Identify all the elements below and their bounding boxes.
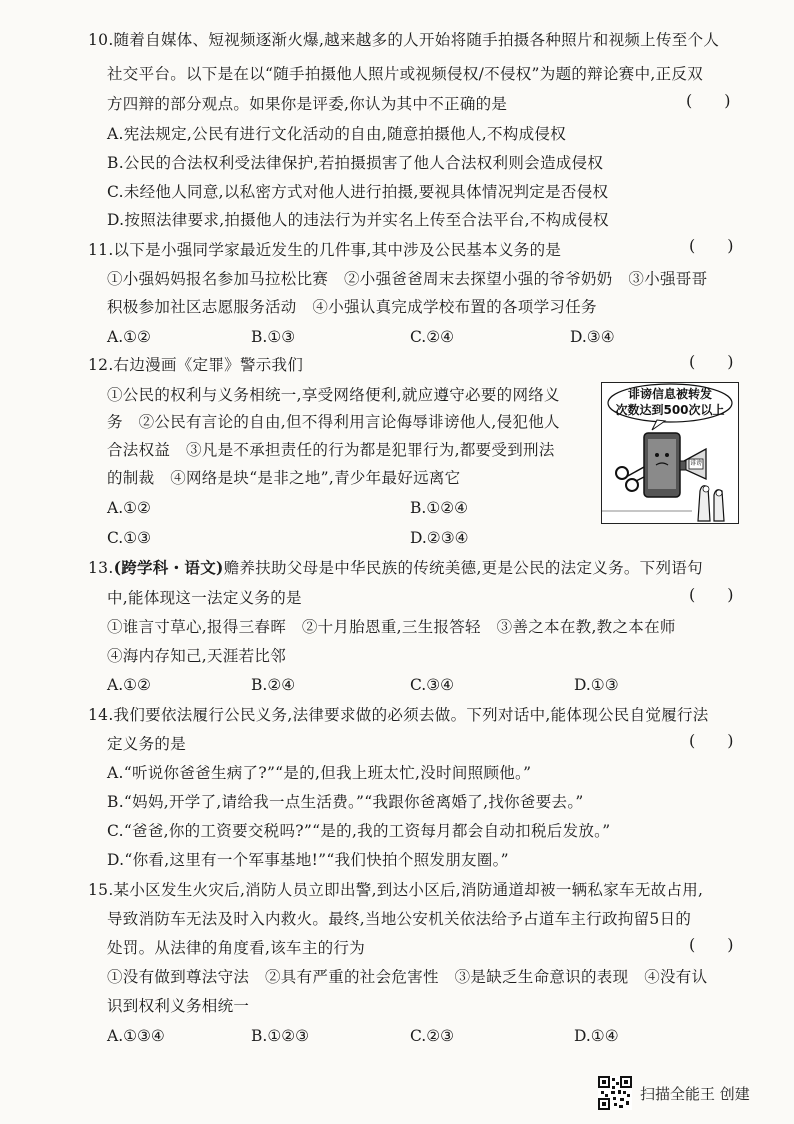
q15-answer-bracket: ( ) xyxy=(689,935,734,954)
q13-subject-tag: (跨学科・语文) xyxy=(113,558,224,577)
q15-option-b: B.①②③ xyxy=(251,1027,310,1045)
q13-option-d: D.①③ xyxy=(574,676,619,694)
q12-line4: 合法权益 ③凡是不承担责任的行为都是犯罪行为,都要受到刑法 xyxy=(107,441,555,459)
q14-option-b: B.“妈妈,开学了,请给我一点生活费。”“我跟你爸离婚了,找你爸要去。” xyxy=(107,793,584,811)
q15-line1: 15.某小区发生火灾后,消防人员立即出警,到达小区后,消防通道却被一辆私家车无故占用, xyxy=(88,881,704,899)
q10-line3: 方四辩的部分观点。如果你是评委,你认为其中不正确的是 xyxy=(107,95,508,113)
q11-option-a: A.①② xyxy=(107,328,151,346)
q12-option-a: A.①② xyxy=(107,499,151,517)
q13-line3: ①谁言寸草心,报得三春晖 ②十月胎恩重,三生报答轻 ③善之本在教,教之本在师 xyxy=(107,618,676,636)
q13-option-c: C.③④ xyxy=(410,676,455,694)
q12-line5: 的制裁 ④网络是块“是非之地”,青少年最好远离它 xyxy=(107,469,461,487)
scanner-watermark: 扫描全能王 创建 xyxy=(640,1085,750,1103)
q12-line3: 务 ②公民有言论的自由,但不得利用言论侮辱诽谤他人,侵犯他人 xyxy=(107,413,560,431)
q10-line1: 10.随着自媒体、短视频逐渐火爆,越来越多的人开始将随手拍摄各种照片和视频上传至个人 xyxy=(88,31,720,49)
q15-line2: 导致消防车无法及时入内救火。最终,当地公安机关依法给予占道车主行政拘留5日的 xyxy=(107,910,692,928)
q13-number: 13. xyxy=(88,559,114,577)
q14-option-d: D.“你看,这里有一个军事基地!”“我们快拍个照发朋友圈。” xyxy=(107,851,509,869)
q13-line1 xyxy=(88,558,703,578)
q13-answer-bracket: ( ) xyxy=(689,585,734,604)
q13-option-a: A.①② xyxy=(107,676,151,694)
q10-option-d: D.按照法律要求,拍摄他人的违法行为并实名上传至合法平台,不构成侵权 xyxy=(107,211,609,229)
q11-line3: 积极参加社区志愿服务活动 ④小强认真完成学校布置的各项学习任务 xyxy=(107,298,597,316)
q15-option-a: A.①③④ xyxy=(107,1027,165,1045)
cartoon-megaphone-label: 诽谤 xyxy=(689,460,702,467)
cartoon-caption-line2: 次数达到500次以上 xyxy=(615,403,725,417)
q10-answer-bracket: ( ) xyxy=(686,91,731,110)
q15-line4: ①没有做到尊法守法 ②具有严重的社会危害性 ③是缺乏生命意识的表现 ④没有认 xyxy=(107,968,708,986)
q14-line2: 定义务的是 xyxy=(107,735,187,753)
q13-option-b: B.②④ xyxy=(251,676,296,694)
q12-line1: 12.右边漫画《定罪》警示我们 xyxy=(88,356,304,374)
q10-option-c: C.未经他人同意,以私密方式对他人进行拍摄,要视具体情况判定是否侵权 xyxy=(107,183,609,201)
q12-option-d: D.②③④ xyxy=(410,529,469,547)
q12-answer-bracket: ( ) xyxy=(689,352,734,371)
q13-line1-text: 赡养扶助父母是中华民族的传统美德,更是公民的法定义务。下列语句 xyxy=(223,559,703,577)
q11-option-d: D.③④ xyxy=(570,328,615,346)
q10-option-a: A.宪法规定,公民有进行文化活动的自由,随意拍摄他人,不构成侵权 xyxy=(107,125,567,143)
q10-line2: 社交平台。以下是在以“随手拍摄他人照片或视频侵权/不侵权”为题的辩论赛中,正反双 xyxy=(107,65,703,83)
q13-line4: ④海内存知己,天涯若比邻 xyxy=(107,647,287,665)
cartoon-caption-line1: 诽谤信息被转发 xyxy=(627,387,712,401)
q11-option-c: C.②④ xyxy=(410,328,455,346)
q14-option-c: C.“爸爸,你的工资要交税吗?”“是的,我的工资每月都会自动扣税后发放。” xyxy=(107,822,611,840)
q11-answer-bracket: ( ) xyxy=(689,236,734,255)
q11-line2: ①小强妈妈报名参加马拉松比赛 ②小强爸爸周末去探望小强的爷爷奶奶 ③小强哥哥 xyxy=(107,270,708,288)
q15-option-c: C.②③ xyxy=(410,1027,455,1045)
q14-line1: 14.我们要依法履行公民义务,法律要求做的必须去做。下列对话中,能体现公民自觉履行法 xyxy=(88,706,709,724)
q15-line5: 识到权利义务相统一 xyxy=(107,997,250,1015)
q12-option-c: C.①③ xyxy=(107,529,152,547)
qr-code-icon xyxy=(598,1076,632,1110)
q15-line3: 处罚。从法律的角度看,该车主的行为 xyxy=(107,939,366,957)
q13-line2: 中,能体现这一法定义务的是 xyxy=(107,589,302,607)
q10-option-b: B.公民的合法权利受法律保护,若拍摄损害了他人合法权利则会造成侵权 xyxy=(107,154,604,172)
q15-option-d: D.①④ xyxy=(574,1027,619,1045)
q11-line1: 11.以下是小强同学家最近发生的几件事,其中涉及公民基本义务的是 xyxy=(88,241,562,259)
q12-option-b: B.①②④ xyxy=(410,499,469,517)
q12-line2: ①公民的权利与义务相统一,享受网络便利,就应遵守必要的网络义 xyxy=(107,386,560,404)
q14-option-a: A.“听说你爸爸生病了?”“是的,但我上班太忙,没时间照顾他。” xyxy=(107,764,532,782)
cartoon-conviction xyxy=(601,382,739,524)
q14-answer-bracket: ( ) xyxy=(689,731,734,750)
q11-option-b: B.①③ xyxy=(251,328,296,346)
